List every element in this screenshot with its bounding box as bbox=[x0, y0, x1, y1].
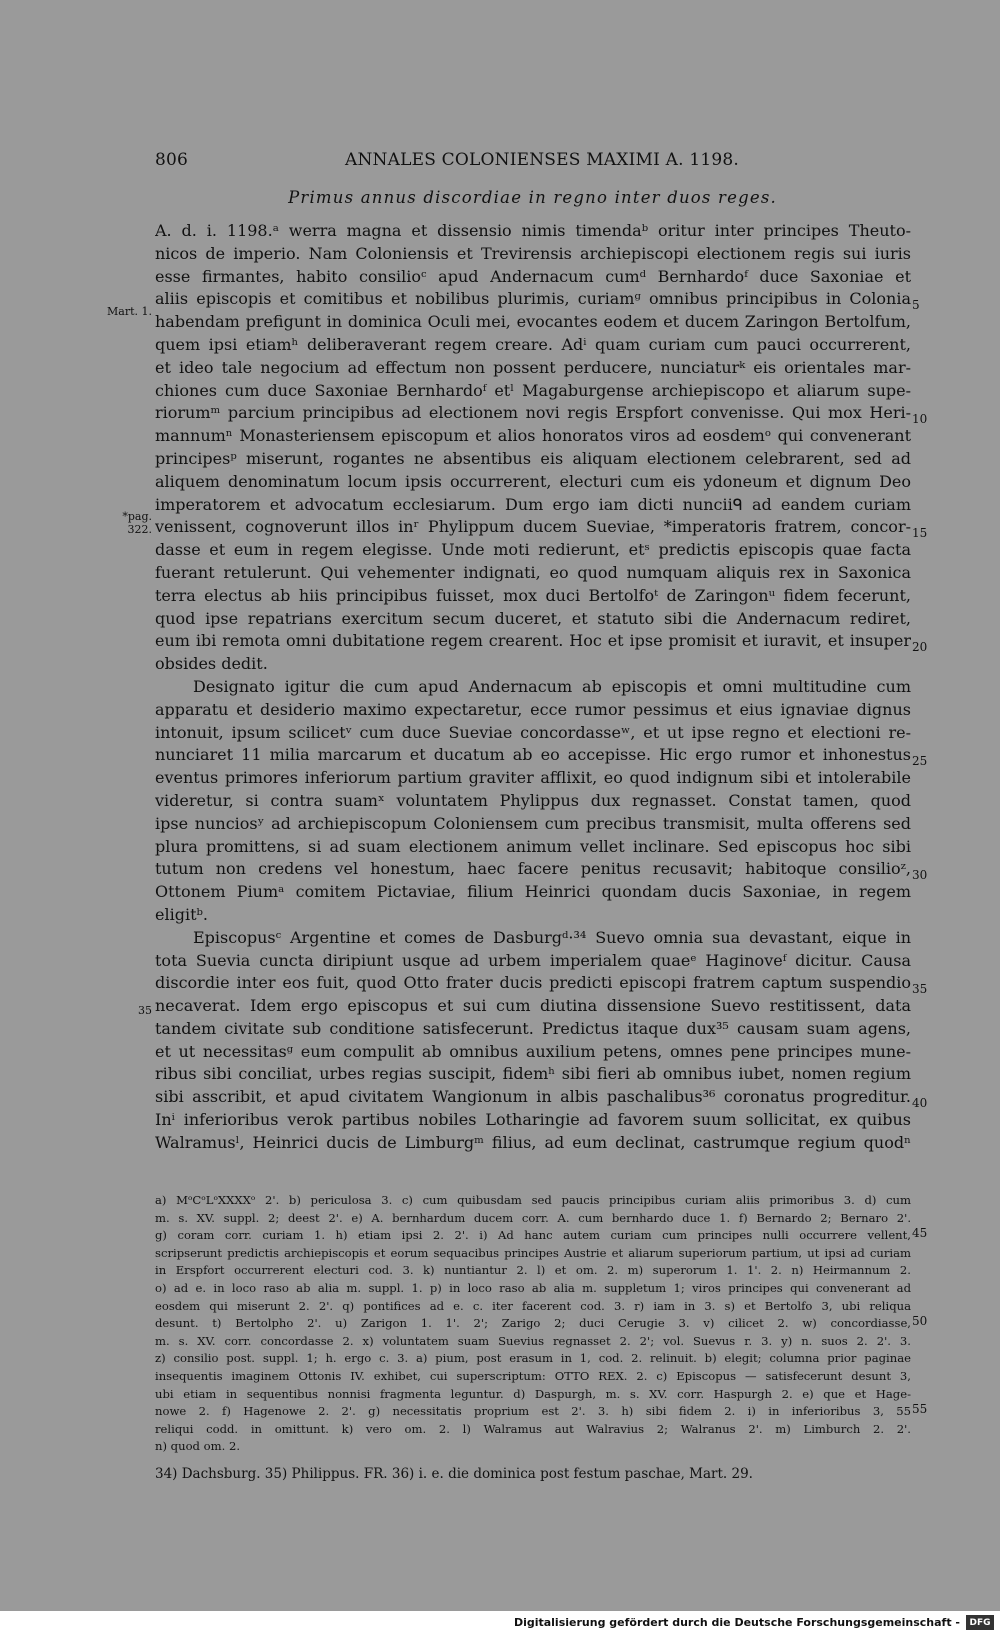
line-number: 15 bbox=[912, 526, 928, 540]
footnote-line: a) MᵒCᵒLᵒXXXXᵒ 2'. b) periculosa 3. c) cum quibusdam sed paucis principibus curiam aliis primoribus 3. d) cum bbox=[155, 1193, 911, 1207]
footnote-line: g) coram corr. curiam 1. h) etiam ipsi 2. 2'. i) Ad hanc autem curiam cum principes nulli occurrere vellent, bbox=[155, 1228, 911, 1243]
body-line: Designato igitur die cum apud Andernacum ab episcopis et omni multitudine cum bbox=[193, 676, 911, 696]
dfg-logo: DFG bbox=[966, 1615, 994, 1630]
running-title: ANNALES COLONIENSES MAXIMI A. 1198. bbox=[345, 150, 739, 170]
body-line: tandem civitate sub conditione satisfecerunt. Predictus itaque dux³⁵ causam suam agens, bbox=[155, 1018, 911, 1038]
body-line: apparatu et desiderio maximo expectaretur, ecce rumor pessimus et eius ignaviae dignus bbox=[155, 699, 911, 719]
editor-notes: 34) Dachsburg. 35) Philippus. FR. 36) i. e. die dominica post festum paschae, Mart. 29. bbox=[155, 1466, 753, 1482]
footnote-line: m. s. XV. corr. concordasse 2. x) voluntatem suam Suevius regnasset 2. 2'; vol. Suevus r. 3. y) n. suos 2. 2'. 3. bbox=[155, 1333, 911, 1348]
body-line: principesᵖ miserunt, rogantes ne absentibus eis aliquam electionem celebrarent, sed ad bbox=[155, 448, 911, 468]
line-number: 50 bbox=[912, 1314, 928, 1328]
body-line: aliquem denominatum locum ipsis occurrerent, electuri cum eis ydoneum et dignum Deo bbox=[155, 471, 911, 491]
footnote-line: ubi etiam in sequentibus nonnisi fragmenta leguntur. d) Daspurgh, m. s. XV. corr. Haspurgh 2. e) que et Hage- bbox=[155, 1386, 911, 1401]
margin-note-mart: Mart. 1. bbox=[107, 305, 152, 318]
footnote-line: in Erspfort occurrerent electuri cod. 3. k) nuntiantur 2. l) et om. 2. m) superorum 1. 1'. 2. n) Heirmannum 2. bbox=[155, 1263, 911, 1278]
body-line: chiones cum duce Saxoniae Bernhardoᶠ etˡ Magaburgense archiepiscopo et aliarum supe- bbox=[155, 380, 911, 400]
body-line: Walramusˡ, Heinrici ducis de Limburgᵐ filius, ad eum declinat, castrumque regium quodⁿ bbox=[155, 1132, 911, 1152]
body-line: nicos de imperio. Nam Coloniensis et Trevirensis archiepiscopi electionem regis sui iuris bbox=[155, 243, 911, 263]
body-line: ipse nunciosʸ ad archiepiscopum Coloniensem cum precibus transmisit, multa offerens sed bbox=[155, 813, 911, 833]
footnote-line: m. s. XV. suppl. 2; deest 2'. e) A. bernhardum ducem corr. A. cum bernhardo duce 1. f) Bernardo 2; Bernaro 2'. bbox=[155, 1210, 911, 1225]
page-number: 806 bbox=[155, 150, 189, 170]
body-line: discordie inter eos fuit, quod Otto frater ducis predicti episcopi fratrem captum suspendio bbox=[155, 973, 911, 993]
footer-bar bbox=[0, 1611, 1000, 1633]
line-number: 10 bbox=[912, 412, 928, 426]
line-number: 20 bbox=[912, 640, 928, 654]
body-line: aliis episcopis et comitibus et nobilibus plurimis, curiamᵍ omnibus principibus in Colonia bbox=[155, 289, 911, 309]
line-number: 5 bbox=[912, 298, 920, 312]
body-line: tota Suevia cuncta diripiunt usque ad urbem imperialem quaeᵉ Haginoveᶠ dicitur. Causa bbox=[155, 950, 911, 970]
body-line: Ottonem Piumᵃ comitem Pictaviae, filium Heinrici quondam ducis Saxoniae, in regem bbox=[155, 882, 911, 902]
footnote-line: n) quod om. 2. bbox=[155, 1439, 241, 1454]
line-number: 40 bbox=[912, 1096, 928, 1110]
body-line: et ideo tale negocium ad effectum non possent perducere, nunciaturᵏ eis orientales mar- bbox=[155, 357, 911, 377]
body-line: videretur, si contra suamˣ voluntatem Phylippus dux regnasset. Constat tamen, quod bbox=[155, 790, 911, 810]
body-line: riorumᵐ parcium principibus ad electionem novi regis Erspfort convenisse. Qui mox Heri- bbox=[155, 403, 911, 423]
body-line: terra electus ab hiis principibus fuisset, mox duci Bertolfoᵗ de Zaringonᵘ fidem fecerunt, bbox=[155, 585, 911, 605]
footnote-line: reliqui codd. in omittunt. k) vero om. 2. l) Walramus aut Walravius 2; Walranus 2'. m) Limburch 2. 2'. bbox=[155, 1421, 911, 1436]
body-line: dasse et eum in regem elegisse. Unde moti redierunt, etˢ predictis episcopis quae facta bbox=[155, 540, 911, 560]
section-heading: Primus annus discordiae in regno inter duos reges. bbox=[288, 188, 777, 207]
body-line: necaverat. Idem ergo episcopus et sui cum diutina dissensione Suevo restitissent, data bbox=[155, 996, 911, 1016]
body-line: sibi asscribit, et apud civitatem Wangionum in albis paschalibus³⁶ coronatus progreditur. bbox=[155, 1087, 911, 1107]
body-line: intonuit, ipsum scilicetᵛ cum duce Sueviae concordasseʷ, et ut ipse regno et electioni re- bbox=[155, 722, 911, 742]
body-line: eligitᵇ. bbox=[155, 904, 208, 924]
body-line: obsides dedit. bbox=[155, 654, 268, 674]
body-line: esse firmantes, habito consilioᶜ apud Andernacum cumᵈ Bernhardoᶠ duce Saxoniae et bbox=[155, 266, 911, 286]
footnote-line: scripserunt predictis archiepiscopis et eorum sequacibus principes Austrie et aliarum superiorum partium, ut ipsi ad curiam bbox=[155, 1245, 911, 1260]
margin-line-number: 35 bbox=[138, 1004, 152, 1017]
funding-notice: Digitalisierung gefördert durch die Deutsche Forschungsgemeinschaft - bbox=[513, 1616, 960, 1629]
body-line: Episcopusᶜ Argentine et comes de Dasburgᵈ·³⁴ Suevo omnia sua devastant, eique in bbox=[193, 927, 911, 947]
margin-note-pag: *pag. 322. bbox=[122, 510, 152, 536]
body-line: imperatorem et advocatum ecclesiarum. Dum ergo iam dicti nunciiᑫ ad eandem curiam bbox=[155, 494, 911, 514]
body-line: quod ipse repatrians exercitum secum duceret, et statuto sibi die Andernacum rediret, bbox=[155, 608, 911, 628]
footnotes bbox=[155, 1192, 911, 1456]
body-line: A. d. i. 1198.ᵃ werra magna et dissensio nimis timendaᵇ oritur inter principes Theuto- bbox=[155, 221, 911, 240]
footnote-line: z) consilio post. suppl. 1; h. ergo c. 3. a) pium, post erasum in 1, cod. 2. relinuit. b) elegit; columna prior paginae bbox=[155, 1351, 911, 1366]
body-line: venissent, cognoverunt illos inʳ Phylippum ducem Sueviae, *imperatoris fratrem, concor- bbox=[155, 517, 911, 537]
footnote-line: nowe 2. f) Hagenowe 2. 2'. g) necessitatis proprium est 2'. 3. h) sibi fidem 2. i) in inferioribus 3, 55 bbox=[155, 1404, 911, 1419]
body-line: plura promittens, si ad suam electionem animum vellet inclinare. Sed episcopus hoc sibi bbox=[155, 836, 911, 856]
line-number: 25 bbox=[912, 754, 928, 768]
body-line: tutum non credens vel honestum, haec facere penitus recusavit; habitoque consilioᶻ, bbox=[155, 859, 911, 879]
body-line: quem ipsi etiamʰ deliberaverant regem creare. Adⁱ quam curiam cum pauci occurrerent, bbox=[155, 334, 911, 354]
line-number: 30 bbox=[912, 868, 928, 882]
line-number: 45 bbox=[912, 1226, 928, 1240]
line-number: 35 bbox=[912, 982, 928, 996]
body-line: habendam prefigunt in dominica Oculi mei, evocantes eodem et ducem Zaringon Bertolfum, bbox=[155, 312, 911, 332]
body-line: eum ibi remota omni dubitatione regem crearent. Hoc et ipse promisit et iuravit, et insuper bbox=[155, 631, 911, 651]
body-line: fuerant retulerunt. Qui vehementer indignati, eo quod numquam aliquis rex in Saxonica bbox=[155, 562, 911, 582]
body-line: ribus sibi conciliat, urbes regias suscipit, fidemʰ sibi fieri ab omnibus iubet, nomen regium bbox=[155, 1064, 911, 1084]
body-text bbox=[155, 220, 911, 1155]
footnote-line: desunt. t) Bertolpho 2'. u) Zarigon 1. 1'. 2'; Zarigo 2; duci Cerugie 3. v) cilicet 2. w) concordiasse, bbox=[155, 1316, 911, 1331]
body-line: et ut necessitasᵍ eum compulit ab omnibus auxilium petens, omnes pene principes mune- bbox=[155, 1041, 911, 1061]
body-line: eventus primores inferiorum partium graviter afflixit, eo quod indignum sibi et intolerabile bbox=[155, 768, 911, 788]
footnote-line: o) ad e. in loco raso ab alia m. suppl. 1. p) in loco raso ab alia m. suppletum 1; viros principes qui convenerant ad bbox=[155, 1280, 911, 1295]
body-line: mannumⁿ Monasteriensem episcopum et alios honoratos viros ad eosdemᵒ qui convenerant bbox=[155, 426, 911, 446]
line-number: 55 bbox=[912, 1402, 928, 1416]
footnote-line: insequentis imaginem Ottonis IV. exhibet, cui superscriptum: OTTO REX. 2. c) Episcopus — satisfecerunt desunt 3, bbox=[155, 1368, 911, 1383]
body-line: Inⁱ inferioribus verok partibus nobiles Lotharingie ad favorem suum sollicitat, ex quibus bbox=[155, 1110, 911, 1130]
footnote-line: eosdem qui miserunt 2. 2'. q) pontifices ad e. c. iter facerent cod. 3. r) iam in 3. s) et Bertolfo 3, ubi reliqua bbox=[155, 1298, 911, 1313]
body-line: nunciaret 11 milia marcarum et ducatum ab eo accepisse. Hic ergo rumor et inhonestus bbox=[155, 745, 911, 765]
